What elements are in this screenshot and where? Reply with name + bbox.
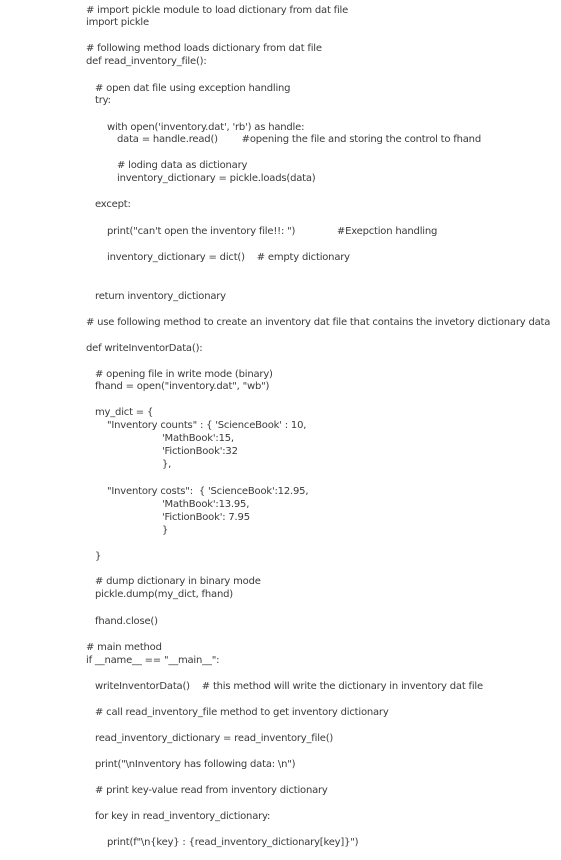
code-line: # opening file in write mode (binary) [95,369,273,380]
code-line: return inventory_dictionary [95,291,226,302]
code-line: # print key-value read from inventory dictionary [95,785,328,796]
code-line: 'FictionBook':32 [162,446,238,457]
code-line: print(f"\n{key} : {read_inventory_dictionary[key]}") [107,837,359,848]
code-line: my_dict = { [95,407,154,418]
code-line: # call read_inventory_file method to get inventory dictionary [95,707,389,718]
code-line: }, [162,459,172,470]
code-line: # import pickle module to load dictionary from dat file [86,5,349,16]
code-line: try: [95,95,111,106]
code-line: # dump dictionary in binary mode [95,576,261,587]
code-line: read_inventory_dictionary = read_inventory_file() [95,733,334,744]
code-line: "Inventory counts" : { 'ScienceBook' : 10, [107,420,307,431]
code-line: # use following method to create an inventory dat file that contains the invetory dictionary data [86,317,551,328]
code-line: except: [95,199,131,210]
code-line: # main method [86,642,162,653]
code-line: # following method loads dictionary from dat file [86,43,322,54]
code-line: if __name__ == "__main__": [86,655,220,666]
code-line: def writeInventorData(): [86,343,203,354]
code-line: data = handle.read() #opening the file and storing the control to fhand [117,134,481,145]
code-line: for key in read_inventory_dictionary: [95,811,271,822]
code-line: fhand = open("inventory.dat", "wb") [95,381,270,392]
code-line: # open dat file using exception handling [95,83,291,94]
code-line: def read_inventory_file(): [86,56,207,67]
code-line: import pickle [86,17,149,28]
code-line: inventory_dictionary = pickle.loads(data) [117,173,316,184]
code-line: 'FictionBook': 7.95 [162,512,250,523]
code-line: inventory_dictionary = dict() # empty dictionary [107,252,350,263]
code-line: "Inventory costs": { 'ScienceBook':12.95, [107,486,309,497]
code-line: # loding data as dictionary [117,160,248,171]
code-line: fhand.close() [95,616,158,627]
code-line: print("\nInventory has following data: \n") [95,759,296,770]
code-line: with open('inventory.dat', 'rb') as handle: [107,122,305,133]
code-line: 'MathBook':13.95, [162,499,250,510]
code-line: print("can't open the inventory file!!: ") #Exepction handling [107,226,438,237]
code-line: 'MathBook':15, [162,433,234,444]
code-line: } [162,525,169,536]
code-line: } [95,551,102,562]
code-line: pickle.dump(my_dict, fhand) [95,589,233,600]
code-line: writeInventorData() # this method will write the dictionary in inventory dat file [95,681,483,692]
